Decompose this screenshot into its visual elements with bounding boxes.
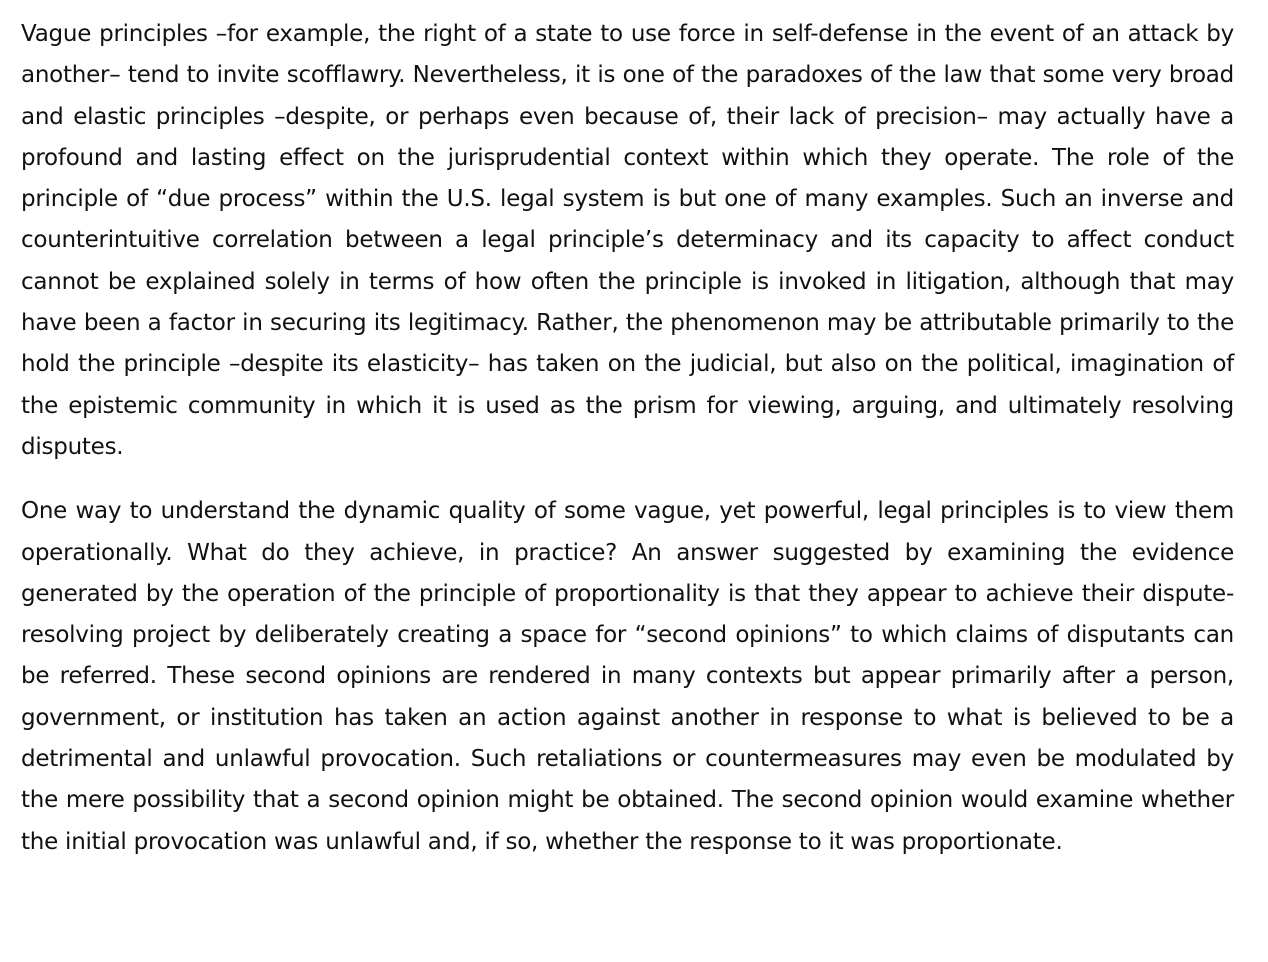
paragraph-2: One way to understand the dynamic quality of some vague, yet powerful, legal principles is to view them operationally. What do they achieve, in practice? An answer suggested by examining the evidence generated by the operation of the principle of proportionality is that they appear to achieve their dispute-resolving project by deliberately creating a space for “second opinions” to which claims of disputants can be referred. These second opinions are rendered in many contexts but appear primarily after a person, government, or institution has taken an action against another in response to what is believed to be a detrimental and unlawful provocation. Such retaliations or countermeasures may even be modulated by the mere possibility that a second opinion might be obtained. The second opinion would examine whether the initial provocation was unlawful and, if so, whether the response to it was proportionate. <box>21 498 1234 855</box>
paragraph-1: Vague principles –for example, the right of a state to use force in self-defense in the event of an attack by another– tend to invite scofflawry. Nevertheless, it is one of the paradoxes of the law that some very broad and elastic principles –despite, or perhaps even because of, their lack of precision– may actually have a profound and lasting effect on the jurisprudential context within which they operate. The role of the principle of “due process” within the U.S. legal system is but one of many examples. Such an inverse and counterintuitive correlation between a legal principle’s determinacy and its capacity to affect conduct cannot be explained solely in terms of how often the principle is invoked in litigation, although that may have been a factor in securing its legitimacy. Rather, the phenomenon may be attributable primarily to the hold the principle –despite its elasticity– has taken on the judicial, but also on the political, imagination of the epistemic community in which it is used as the prism for viewing, arguing, and ultimately resolving disputes. <box>21 21 1234 460</box>
